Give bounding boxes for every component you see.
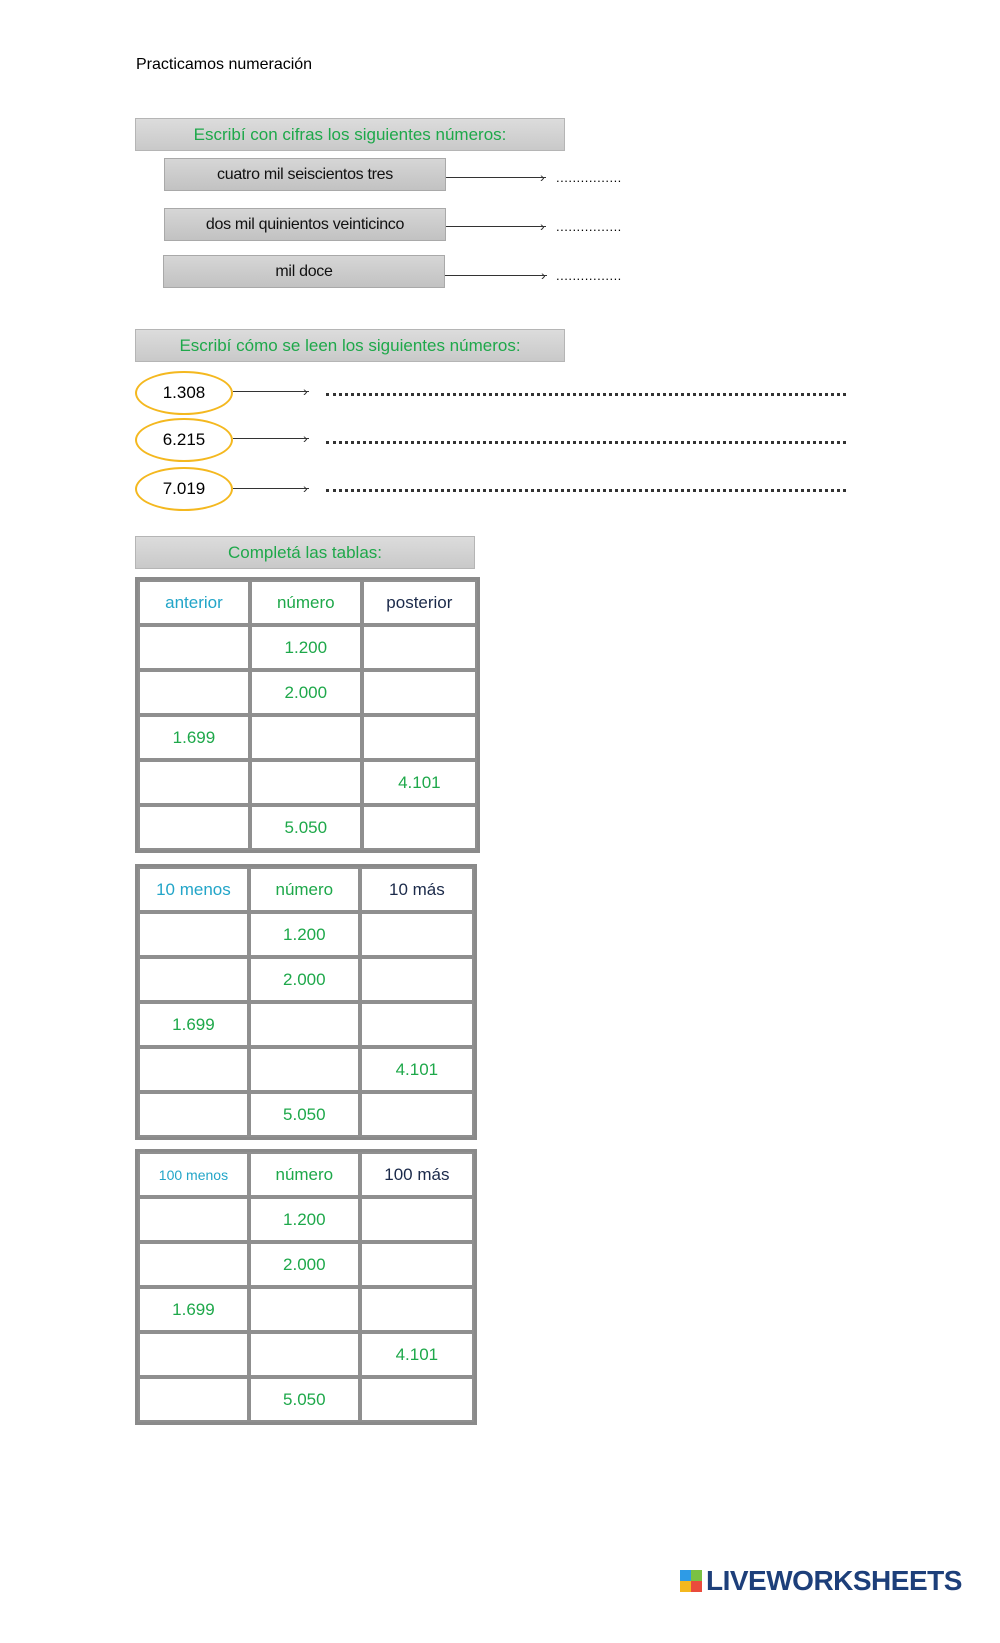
arrow-right-icon: ›: [303, 430, 308, 446]
table-cell[interactable]: [138, 1047, 249, 1092]
table-cell[interactable]: [362, 805, 477, 850]
word-number-3: mil doce: [163, 255, 445, 288]
table-cell[interactable]: [362, 715, 477, 760]
table-cell: 1.699: [138, 1002, 249, 1047]
table-cell: 1.200: [249, 1197, 360, 1242]
table-cell[interactable]: [360, 1242, 474, 1287]
table-cell[interactable]: [138, 805, 250, 850]
table-cell[interactable]: [360, 1002, 474, 1047]
arrow-line-2: [446, 226, 546, 227]
liveworksheets-logo-text: LIVEWORKSHEETS: [706, 1565, 962, 1596]
table-cell[interactable]: [249, 1287, 360, 1332]
reading-answer-line-1[interactable]: [326, 393, 846, 396]
table-cell[interactable]: [360, 1197, 474, 1242]
table-cell: 1.200: [250, 625, 362, 670]
arrow-right-icon: ›: [303, 383, 308, 399]
table-cell[interactable]: [362, 625, 477, 670]
table-header-cell: número: [249, 1152, 360, 1197]
table-header-cell: número: [249, 867, 360, 912]
table-cell: 2.000: [249, 1242, 360, 1287]
liveworksheets-logo: [680, 1565, 962, 1597]
table-header-cell: 10 más: [360, 867, 474, 912]
number-ellipse-2: 6.215: [135, 418, 233, 462]
table-cell[interactable]: [360, 912, 474, 957]
arrow-line-4: [233, 391, 309, 392]
table-cell: 4.101: [360, 1332, 474, 1377]
number-ellipse-1: 1.308: [135, 371, 233, 415]
table-cell: 1.699: [138, 715, 250, 760]
table-cell: 4.101: [360, 1047, 474, 1092]
page-title: Practicamos numeración: [136, 56, 313, 73]
table-cell[interactable]: [360, 1092, 474, 1137]
table-100-menos-mas: [135, 1149, 477, 1425]
table-cell: 5.050: [250, 805, 362, 850]
table-cell: 1.699: [138, 1287, 249, 1332]
arrow-right-icon: ›: [541, 267, 546, 283]
table-cell[interactable]: [138, 760, 250, 805]
word-number-1: cuatro mil seiscientos tres: [164, 158, 446, 191]
table-cell[interactable]: [138, 1092, 249, 1137]
section1-heading: Escribí con cifras los siguientes números:: [135, 118, 565, 151]
table-header-cell: posterior: [362, 580, 477, 625]
table-cell[interactable]: [360, 1287, 474, 1332]
table-cell[interactable]: [138, 912, 249, 957]
arrow-line-1: [446, 177, 546, 178]
table-header-cell: anterior: [138, 580, 250, 625]
arrow-line-3: [445, 275, 547, 276]
number-ellipse-3: 7.019: [135, 467, 233, 511]
answer-field-3[interactable]: ................: [556, 268, 622, 283]
answer-field-2[interactable]: ................: [556, 219, 622, 234]
table-cell: 1.200: [249, 912, 360, 957]
table-cell[interactable]: [362, 670, 477, 715]
table-header-cell: número: [250, 580, 362, 625]
table-cell[interactable]: [249, 1002, 360, 1047]
table-cell[interactable]: [138, 1242, 249, 1287]
table-header-cell: 10 menos: [138, 867, 249, 912]
reading-answer-line-3[interactable]: [326, 489, 846, 492]
table-header-cell: 100 menos: [138, 1152, 249, 1197]
table-cell[interactable]: [360, 1377, 474, 1422]
reading-answer-line-2[interactable]: [326, 441, 846, 444]
table-cell[interactable]: [138, 1197, 249, 1242]
arrow-right-icon: ›: [540, 218, 545, 234]
table-cell[interactable]: [138, 1377, 249, 1422]
table-cell: 2.000: [249, 957, 360, 1002]
arrow-line-6: [233, 488, 309, 489]
table-cell: 2.000: [250, 670, 362, 715]
word-number-2: dos mil quinientos veinticinco: [164, 208, 446, 241]
answer-field-1[interactable]: ................: [556, 170, 622, 185]
table-cell: 5.050: [249, 1377, 360, 1422]
table-cell[interactable]: [138, 957, 249, 1002]
table-header-cell: 100 más: [360, 1152, 474, 1197]
section2-heading: Escribí cómo se leen los siguientes números:: [135, 329, 565, 362]
table-cell[interactable]: [360, 957, 474, 1002]
section3-heading: Completá las tablas:: [135, 536, 475, 569]
table-cell[interactable]: [250, 760, 362, 805]
table-cell[interactable]: [138, 670, 250, 715]
table-10-menos-mas: [135, 864, 477, 1140]
table-cell[interactable]: [249, 1332, 360, 1377]
arrow-line-5: [233, 438, 309, 439]
arrow-right-icon: ›: [303, 480, 308, 496]
table-anterior-posterior: [135, 577, 480, 853]
arrow-right-icon: ›: [540, 169, 545, 185]
table-cell[interactable]: [250, 715, 362, 760]
table-cell[interactable]: [138, 1332, 249, 1377]
liveworksheets-logo-icon: [680, 1570, 702, 1592]
table-cell[interactable]: [249, 1047, 360, 1092]
table-cell: 5.050: [249, 1092, 360, 1137]
table-cell: 4.101: [362, 760, 477, 805]
table-cell[interactable]: [138, 625, 250, 670]
